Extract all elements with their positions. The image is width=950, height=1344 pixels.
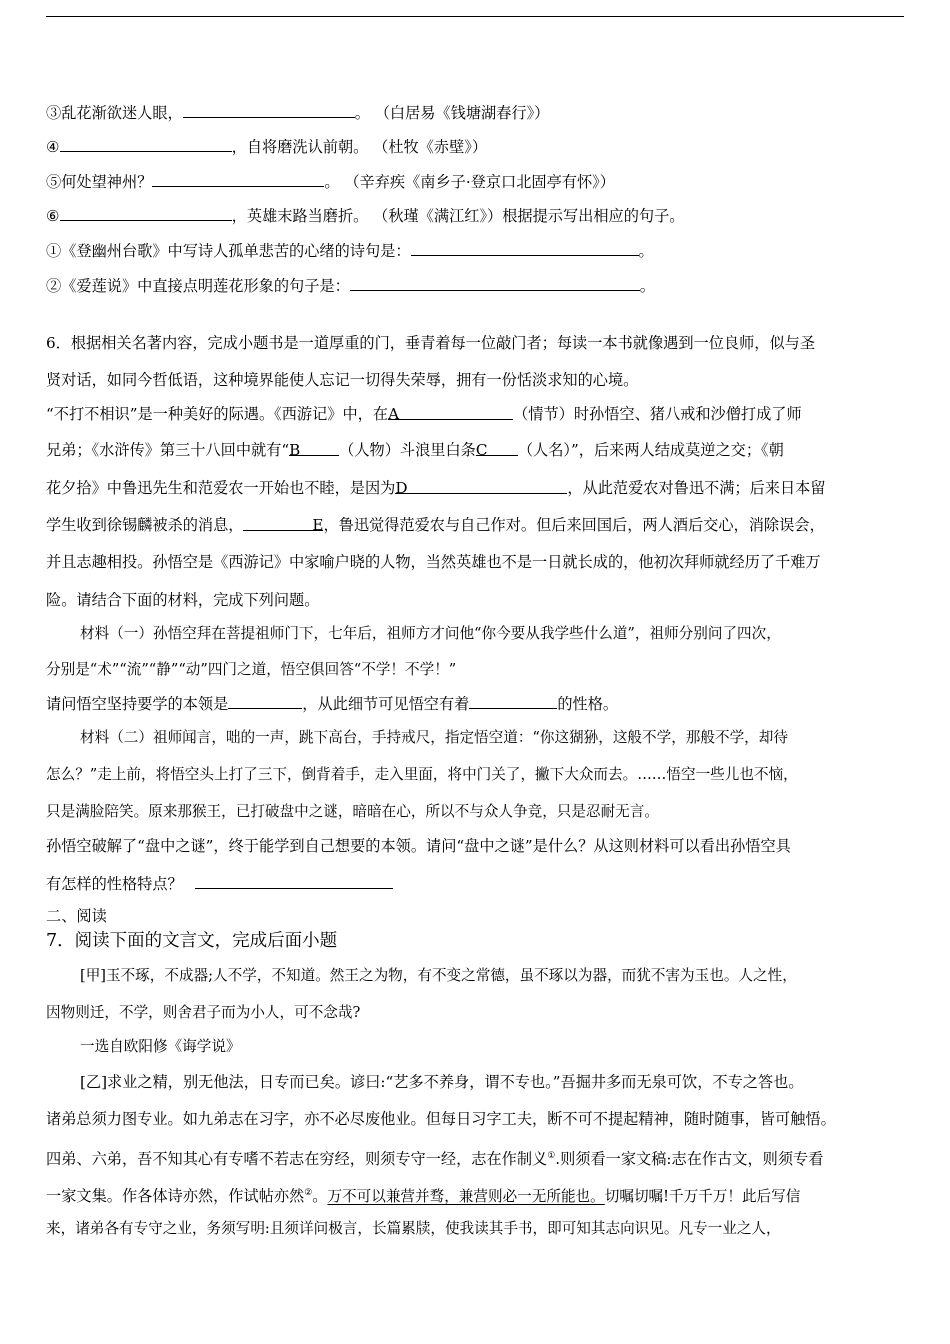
q6-text: 兄弟；《水浒传》第三十八回中就有“B （人物）斗浪里白条C （人名）”，后来两人结成莫逆之交；《朝 xyxy=(46,441,784,459)
footnote-marker: ② xyxy=(304,1188,313,1198)
answer-blank[interactable] xyxy=(152,171,324,187)
answer-blank-e[interactable]: E xyxy=(243,515,323,531)
question-7-title: 7．阅读下面的文言文，完成后面小题 xyxy=(46,931,338,951)
passage-jia: [甲]玉不琢，不成器;人不学，不知道。然王之为物，有不变之常德，虽不琢以为器，而犹不害为玉也。人之性， xyxy=(80,967,797,984)
q6-text: 贤对话，如同今哲低语，这种境界能使人忘记一切得失荣辱，拥有一份恬淡求知的心境。 xyxy=(46,371,639,389)
poem-line-4: ④ ，自将磨洗认前朝。 （杜牧《赤壁》） xyxy=(46,138,488,156)
poem-line-3: ③乱花渐欲迷人眼， 。 （白居易《钱塘湖春行》） xyxy=(46,104,550,122)
footnote-marker: ① xyxy=(547,1151,556,1161)
passage-yi: 一家文集。作各体诗亦然，作试帖亦然②。万不可以兼营并骛，兼营则必一无所能也。切嘱切嘱!千万千万！此后写信 xyxy=(46,1187,801,1206)
passage-yi: [乙]求业之精，别无他法，日专而已矣。谚曰:“艺多不养身，谓不专也。”吾掘井多而无泉可饮，不专之答也。 xyxy=(80,1073,804,1091)
underlined-sentence: 万不可以兼营并骛，兼营则必一无所能也。 xyxy=(327,1188,605,1206)
q6-ask-2: 有怎样的性格特点？ xyxy=(46,873,393,894)
q6-text: 学生收到徐锡麟被杀的消息， E，鲁迅觉得范爱农与自己作对。但后来回国后，两人酒后交心，消除误会， xyxy=(46,516,825,534)
material-1: 分别是“术”“流”“静”“动”四门之道，悟空俱回答“不学！不学！” xyxy=(46,661,457,678)
answer-blank[interactable] xyxy=(183,102,355,118)
q6-text: 险。请结合下面的材料，完成下列问题。 xyxy=(46,591,320,609)
passage-jia: 因物则迁，不学，则舍君子而为小人，可不念哉? xyxy=(46,1004,361,1021)
answer-blank[interactable] xyxy=(195,873,393,889)
answer-blank[interactable] xyxy=(60,205,232,221)
material-1: 材料（一）孙悟空拜在菩提祖师门下，七年后，祖师方才问他“你今要从我学些什么道”，祖师分别问了四次， xyxy=(80,625,781,642)
answer-blank-d[interactable]: D xyxy=(395,478,567,494)
q6-text: “不打不相识”是一种美好的际遇。《西游记》中，在A （情节）时孙悟空、猪八戒和沙僧打成了师 xyxy=(46,405,802,423)
q6-ask-2: 孙悟空破解了“盘中之谜”，终于能学到自己想要的本领。请问“盘中之谜”是什么？从这则材料可以看出孙悟空具 xyxy=(46,837,791,855)
q6-text: 6．根据相关名著内容，完成小题书是一道厚重的门，垂青着每一位敲门者；每读一本书就像遇到一位良师，似与圣 xyxy=(46,334,816,352)
answer-blank[interactable] xyxy=(60,136,232,152)
passage-yi: 四弟、六弟，吾不知其心有专嗜不若志在穷经，则须专守一经，志在作制义①.则须看一家文稿:志在作古文，则须专看 xyxy=(46,1150,824,1169)
answer-blank-a[interactable]: A xyxy=(388,404,513,420)
poem-line-5: ⑤何处望神州？ 。 （辛弃疾《南乡子·登京口北固亭有怀》） xyxy=(46,173,615,191)
prompt-line-2: ②《爱莲说》中直接点明莲花形象的句子是： 。 xyxy=(46,277,655,295)
material-2: 材料（二）祖师闻言，咄的一声，跳下高台，手持戒尺，指定悟空道：“你这猢狲，这般不学，那般不学，却待 xyxy=(80,729,788,746)
answer-blank[interactable] xyxy=(469,693,557,709)
passage-jia-source: 一选自欧阳修《诲学说》 xyxy=(80,1038,241,1055)
poem-line-6: ⑥ ，英雄末路当磨折。 （秋瑾《满江红》）根据提示写出相应的句子。 xyxy=(46,207,685,225)
answer-blank-b[interactable]: B xyxy=(289,440,339,456)
prompt-line-1: ①《登幽州台歌》中写诗人孤单悲苦的心绪的诗句是： 。 xyxy=(46,242,654,260)
q6-ask-1: 请问悟空坚持要学的本领是 ，从此细节可见悟空有着 的性格。 xyxy=(46,695,619,713)
material-2: 怎么？”走上前，将悟空头上打了三下，倒背着手，走入里面，将中门关了，撇下大众而去。……悟空一些儿也不恼， xyxy=(46,766,798,783)
material-2: 只是满脸陪笑。原来那猴王，已打破盘中之谜，暗暗在心，所以不与众人争竞，只是忍耐无言。 xyxy=(46,803,659,820)
answer-blank[interactable] xyxy=(411,240,639,256)
answer-blank-c[interactable]: C xyxy=(476,440,518,456)
header-rule xyxy=(46,16,904,17)
answer-blank[interactable] xyxy=(228,693,302,709)
passage-yi: 来，诸弟各有专守之业，务须写明:且须详问极言，长篇累牍，使我读其手书，即可知其志向识见。凡专一业之人， xyxy=(46,1220,781,1237)
passage-yi: 诸弟总须力图专业。如九弟志在习字，亦不必尽废他业。但每日习字工夫，断不可不提起精神，随时随事，皆可触悟。 xyxy=(46,1110,836,1128)
section-title: 二、阅读 xyxy=(46,907,107,925)
answer-blank[interactable] xyxy=(350,275,640,291)
q6-text: 花夕拾》中鲁迅先生和范爱农一开始也不睦，是因为D ，从此范爱农对鲁迅不满；后来日本留 xyxy=(46,479,826,497)
q6-text: 并且志趣相投。孙悟空是《西游记》中家喻户晓的人物，当然英雄也不是一日就长成的，他初次拜师就经历了千难万 xyxy=(46,553,821,571)
